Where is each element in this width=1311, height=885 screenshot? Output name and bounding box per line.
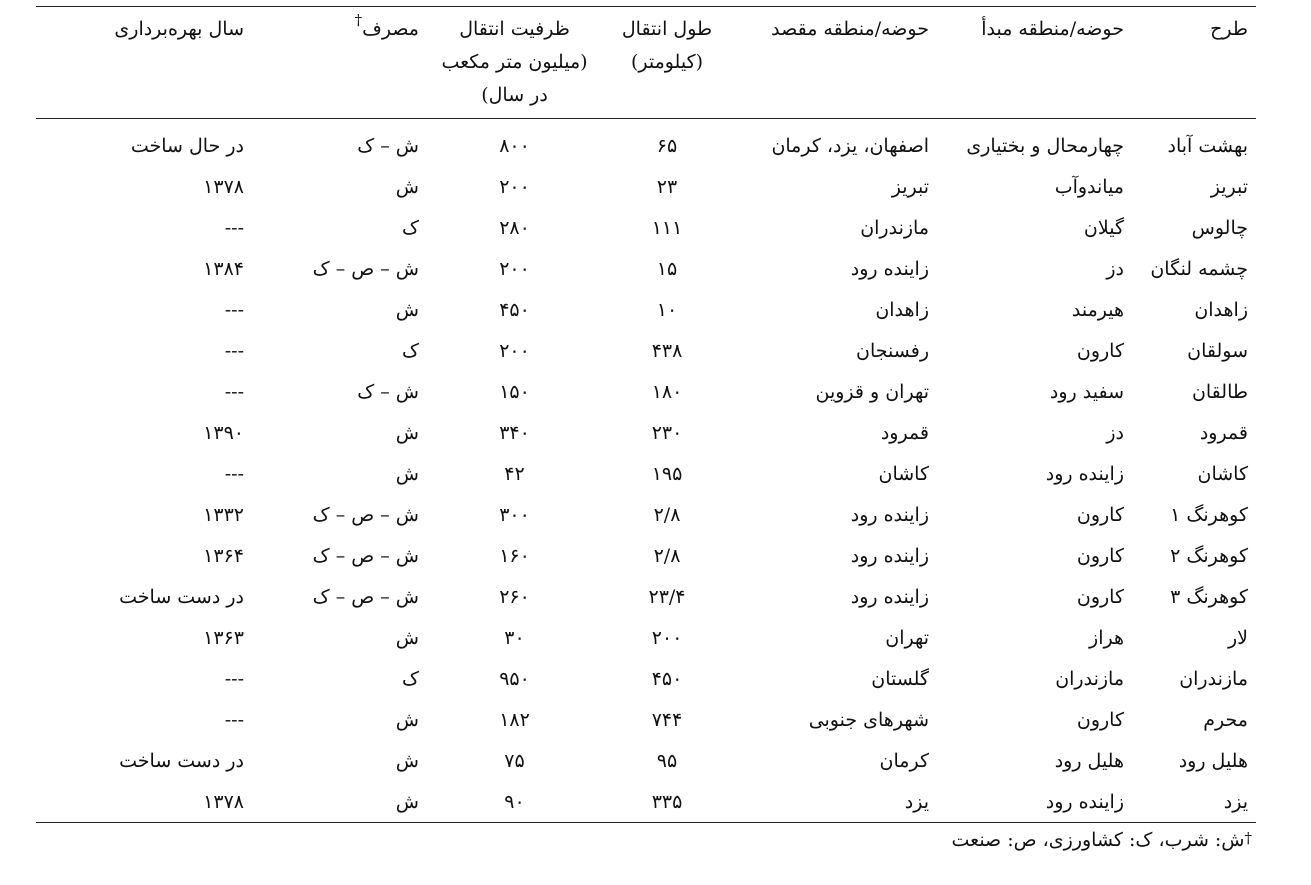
cell-destination: زاینده رود bbox=[850, 544, 929, 567]
cell-source: کارون bbox=[1076, 708, 1124, 731]
cell-usage: ش bbox=[395, 175, 419, 198]
cell-usage: ش bbox=[395, 421, 419, 444]
cell-usage: ک bbox=[401, 216, 419, 239]
cell-length: ۱۹۵ bbox=[651, 462, 683, 485]
table-row bbox=[36, 453, 1256, 494]
cell-source: سفید رود bbox=[1049, 380, 1124, 403]
cell-usage: ش bbox=[395, 708, 419, 731]
cell-year: در حال ساخت bbox=[130, 134, 244, 157]
cell-destination: یزد bbox=[732, 781, 937, 823]
header-year: سال بهره‌برداری bbox=[36, 7, 252, 119]
cell-destination: کاشان bbox=[878, 462, 929, 485]
cell-destination: مازندران bbox=[860, 216, 929, 239]
cell-capacity: ۲۰۰ bbox=[499, 175, 530, 198]
cell-usage: ش – ص – ک bbox=[312, 585, 419, 608]
cell-usage: ش – ص – ک bbox=[312, 544, 419, 567]
cell-capacity: ۹۵۰ bbox=[499, 667, 530, 690]
cell-usage: ک bbox=[401, 339, 419, 362]
table-row bbox=[36, 535, 1256, 576]
water-transfer-table bbox=[36, 6, 1256, 823]
cell-source: میاندوآب bbox=[1054, 175, 1124, 198]
cell-destination: تهران bbox=[885, 626, 929, 649]
table-row bbox=[36, 494, 1256, 535]
cell-capacity: ۲۰۰ bbox=[499, 339, 530, 362]
cell-destination: زاینده رود bbox=[850, 257, 929, 280]
table-row bbox=[36, 207, 1256, 248]
cell-destination: تهران و قزوین bbox=[815, 380, 929, 403]
table-row bbox=[36, 617, 1256, 658]
cell-source: کارون bbox=[1076, 544, 1124, 567]
cell-usage: ک bbox=[401, 667, 419, 690]
cell-source: چهارمحال و بختیاری bbox=[966, 134, 1124, 157]
cell-length: ۱۵ bbox=[656, 257, 678, 280]
header-row bbox=[36, 7, 1256, 119]
cell-capacity: ۲۰۰ bbox=[499, 257, 530, 280]
table-row bbox=[36, 412, 1256, 453]
footnote-mark: † bbox=[1244, 829, 1252, 847]
cell-year: --- bbox=[224, 298, 244, 321]
cell-year: ۱۳۷۸ bbox=[36, 781, 252, 823]
cell-year: ۱۳۹۰ bbox=[203, 421, 244, 444]
cell-destination: زاهدان bbox=[875, 298, 929, 321]
cell-destination: زاینده رود bbox=[850, 585, 929, 608]
table-header bbox=[36, 7, 1256, 119]
cell-capacity: ۲۸۰ bbox=[499, 216, 530, 239]
cell-length: ۴۳۸ bbox=[651, 339, 683, 362]
cell-year: --- bbox=[224, 708, 244, 731]
table-row bbox=[36, 576, 1256, 617]
cell-length: ۴۵۰ bbox=[651, 667, 683, 690]
cell-length: ۱۰ bbox=[656, 298, 678, 321]
cell-length: ۲۳۰ bbox=[651, 421, 683, 444]
table-row bbox=[36, 289, 1256, 330]
cell-length: ۷۴۴ bbox=[651, 708, 683, 731]
cell-usage: ش bbox=[395, 298, 419, 321]
cell-usage: ش – ص – ک bbox=[312, 257, 419, 280]
cell-source: کارون bbox=[1076, 585, 1124, 608]
cell-destination: زاینده رود bbox=[850, 503, 929, 526]
cell-project: کاشان bbox=[1197, 462, 1248, 485]
header-project: طرح bbox=[1132, 7, 1256, 119]
cell-capacity: ۳۰۰ bbox=[499, 503, 530, 526]
cell-usage: ش – ک bbox=[357, 380, 419, 403]
header-source: حوضه/منطقه مبدأ bbox=[937, 7, 1132, 119]
cell-usage: ش bbox=[395, 462, 419, 485]
cell-capacity: ۴۵۰ bbox=[499, 298, 530, 321]
cell-length: ۲۰۰ bbox=[651, 626, 683, 649]
cell-source: هراز bbox=[1089, 626, 1124, 649]
cell-source: کارون bbox=[1076, 339, 1124, 362]
cell-project: کوهرنگ ۳ bbox=[1170, 585, 1248, 608]
table-row bbox=[36, 781, 1256, 823]
cell-source: گیلان bbox=[1083, 216, 1124, 239]
cell-usage: ش bbox=[395, 749, 419, 772]
cell-year: در دست ساخت bbox=[119, 749, 244, 772]
document-page bbox=[36, 6, 1256, 851]
header-destination: حوضه/منطقه مقصد bbox=[732, 7, 937, 119]
cell-project: یزد bbox=[1132, 781, 1256, 823]
cell-year: --- bbox=[224, 216, 244, 239]
cell-year: --- bbox=[224, 380, 244, 403]
table-row bbox=[36, 248, 1256, 289]
cell-source: زاینده رود bbox=[937, 781, 1132, 823]
cell-project: زاهدان bbox=[1194, 298, 1248, 321]
cell-capacity: ۱۸۲ bbox=[499, 708, 530, 731]
cell-usage: ش bbox=[395, 626, 419, 649]
table-row bbox=[36, 740, 1256, 781]
cell-source: زاینده رود bbox=[1045, 462, 1124, 485]
cell-project: کوهرنگ ۲ bbox=[1170, 544, 1248, 567]
cell-destination: اصفهان، یزد، کرمان bbox=[771, 134, 929, 157]
cell-year: ۱۳۳۲ bbox=[203, 503, 244, 526]
cell-year: ۱۳۸۴ bbox=[203, 257, 244, 280]
cell-capacity: ۱۵۰ bbox=[499, 380, 530, 403]
cell-source: دز bbox=[1106, 257, 1124, 280]
cell-length: ۹۵ bbox=[656, 749, 678, 772]
table-row bbox=[36, 166, 1256, 207]
header-usage bbox=[252, 7, 427, 119]
table-row bbox=[36, 699, 1256, 740]
table-body bbox=[36, 119, 1256, 823]
cell-project: محرم bbox=[1203, 708, 1248, 731]
cell-project: کوهرنگ ۱ bbox=[1170, 503, 1248, 526]
cell-length: ۱۱۱ bbox=[651, 216, 683, 239]
cell-year: ۱۳۷۸ bbox=[203, 175, 244, 198]
footnote-text: ش: شرب، ک: کشاورزی، ص: صنعت bbox=[951, 829, 1245, 851]
cell-destination: تبریز bbox=[891, 175, 929, 198]
cell-capacity: ۸۰۰ bbox=[499, 134, 530, 157]
cell-source: هلیل رود bbox=[1054, 749, 1124, 772]
table-row bbox=[36, 658, 1256, 699]
cell-capacity: ۹۰ bbox=[427, 781, 602, 823]
dagger-mark: † bbox=[354, 11, 363, 29]
cell-project: بهشت آباد bbox=[1167, 134, 1248, 157]
cell-capacity: ۳۰ bbox=[504, 626, 525, 649]
cell-length: ۳۳۵ bbox=[602, 781, 732, 823]
cell-capacity: ۲۶۰ bbox=[499, 585, 530, 608]
cell-length: ۶۵ bbox=[656, 134, 678, 157]
header-usage-label: مصرف bbox=[362, 18, 419, 40]
cell-project: چشمه لنگان bbox=[1150, 257, 1248, 280]
cell-project: طالقان bbox=[1191, 380, 1248, 403]
table-row bbox=[36, 119, 1256, 167]
cell-project: تبریز bbox=[1210, 175, 1248, 198]
cell-project: لار bbox=[1227, 626, 1248, 649]
cell-destination: گلستان bbox=[871, 667, 929, 690]
cell-year: در دست ساخت bbox=[119, 585, 244, 608]
cell-usage: ش bbox=[252, 781, 427, 823]
cell-length: ۱۸۰ bbox=[651, 380, 683, 403]
table-row bbox=[36, 371, 1256, 412]
cell-project: چالوس bbox=[1191, 216, 1248, 239]
cell-year: ۱۳۶۳ bbox=[203, 626, 244, 649]
cell-destination: رفسنجان bbox=[856, 339, 929, 362]
footnote bbox=[36, 829, 1256, 851]
cell-source: مازندران bbox=[1055, 667, 1124, 690]
cell-usage: ش – ص – ک bbox=[312, 503, 419, 526]
cell-destination: شهرهای جنوبی bbox=[808, 708, 929, 731]
cell-destination: قمرود bbox=[880, 421, 929, 444]
header-length: طول انتقال (کیلومتر) bbox=[602, 7, 732, 119]
cell-source: هیرمند bbox=[1071, 298, 1124, 321]
cell-length: ۲۳/۴ bbox=[648, 585, 686, 608]
cell-length: ۲/۸ bbox=[653, 544, 681, 567]
cell-source: دز bbox=[1106, 421, 1124, 444]
table-row bbox=[36, 330, 1256, 371]
cell-year: --- bbox=[224, 462, 244, 485]
cell-capacity: ۷۵ bbox=[504, 749, 525, 772]
cell-project: سولقان bbox=[1187, 339, 1248, 362]
cell-year: --- bbox=[224, 339, 244, 362]
cell-usage: ش – ک bbox=[357, 134, 419, 157]
cell-length: ۲/۸ bbox=[653, 503, 681, 526]
cell-year: --- bbox=[224, 667, 244, 690]
cell-project: هلیل رود bbox=[1178, 749, 1248, 772]
cell-project: مازندران bbox=[1179, 667, 1248, 690]
cell-capacity: ۴۲ bbox=[504, 462, 525, 485]
cell-length: ۲۳ bbox=[656, 175, 678, 198]
cell-year: ۱۳۶۴ bbox=[203, 544, 244, 567]
header-capacity: ظرفیت انتقال (میلیون متر مکعب در سال) bbox=[427, 7, 602, 119]
cell-capacity: ۳۴۰ bbox=[499, 421, 530, 444]
cell-capacity: ۱۶۰ bbox=[499, 544, 530, 567]
cell-source: کارون bbox=[1076, 503, 1124, 526]
cell-destination: کرمان bbox=[879, 749, 929, 772]
cell-project: قمرود bbox=[1199, 421, 1248, 444]
